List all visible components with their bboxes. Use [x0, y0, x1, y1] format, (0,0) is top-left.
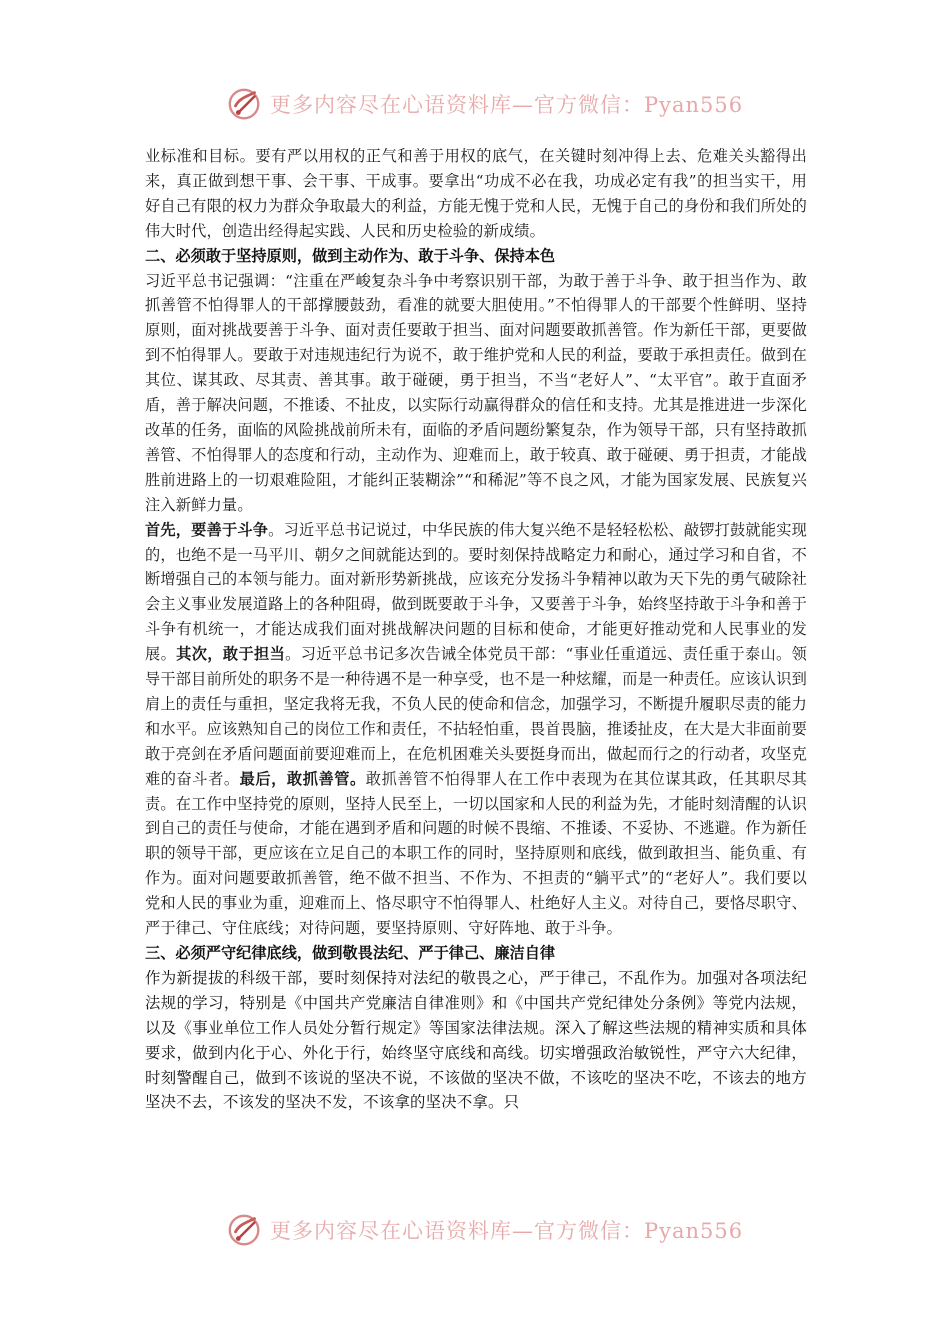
section-heading-2: 二、必须敢于坚持原则，做到主动作为、敢于斗争、保持本色 [145, 246, 556, 265]
paragraph-3-text-c: 敢抓善管不怕得罪人在工作中表现为在其位谋其政，任其职尽其责。在工作中坚持党的原则，坚持人民至上，一切以国家和人民的利益为先，才能时刻清醒的认识到自己的责任与使命，才能在遇到矛盾和问题的时候不畏缩、不推诿、不妥协、不逃避。作为新任职的领导干部，更应该在立足自己的本职工作的同时，坚持原则和底线，做到敢担当、能负重、有作为。面对问题要敢抓善管，绝不做不担当、不作为、不担责的“躺平式”的“老好人”。我们要以党和人民的事业为重，迎难而上、恪尽职守不怕得罪人、杜绝好人主义。对待自己，要恪尽职守、严于律己、守住底线；对待问题，要坚持原则、守好阵地、敢于斗争。 [145, 769, 807, 938]
bold-lead-last: 最后，敢抓善管。 [239, 769, 366, 788]
bold-lead-first: 首先，要善于斗争 [145, 520, 269, 539]
header-banner [226, 82, 746, 126]
paragraph-3-text-a: 。习近平总书记说过，中华民族的伟大复兴绝不是轻轻松松、敲锣打鼓就能实现的，也绝不是一马平川、朝夕之间就能达到的。要时刻保持战略定力和耐心，通过学习和自省，不断增强自己的本领与能力。面对新形势新挑战，应该充分发扬斗争精神以敢为天下先的勇气破除社会主义事业发展道路上的各种阻碍，做到既要敢于斗争，又要善于斗争，始终坚持敢于斗争和善于斗争有机统一，才能达成我们面对挑战解决问题的目标和使命，才能更好推动党和人民事业的发展。 [145, 520, 807, 664]
paragraph-3-text-b: 。习近平总书记多次告诫全体党员干部：“事业任重道远、责任重于泰山。领导干部目前所处的职务不是一种待遇不是一种享受，也不是一种炫耀，而是一种责任。应该认识到肩上的责任与重担，坚定我将无我，不负人民的使命和信念，加强学习，不断提升履职尽责的能力和水平。应该熟知自己的岗位工作和责任，不拈轻怕重，畏首畏脑，推诿扯皮，在大是大非面前要敢于亮剑在矛盾问题面前要迎难而上，在危机困难关头要挺身而出，做起而行之的行动者，攻坚克难的奋斗者。 [145, 645, 808, 788]
paragraph-4: 作为新提拔的科级干部，要时刻保持对法纪的敬畏之心，严于律己，不乱作为。加强对各项法纪法规的学习，特别是《中国共产党廉洁自律准则》和《中国共产党纪律处分条例》等党内法规，以及《事业单位工作人员处分暂行规定》等国家法律法规。深入了解这些法规的精神实质和具体要求，做到内化于心、外化于行，始终坚守底线和高线。切实增强政治敏锐性，严守六大纪律，时刻警醒自己，做到不该说的坚决不说，不该做的坚决不做，不该吃的坚决不吃，不该去的地方坚决不去，不该发的坚决不发，不该拿的坚决不拿。只 [145, 968, 807, 1112]
paragraph-3 [145, 518, 807, 941]
footer-banner [226, 1208, 746, 1252]
bold-lead-second: 其次，敢于担当 [176, 645, 286, 664]
paragraph-1: 业标准和目标。要有严以用权的正气和善于用权的底气，在关键时刻冲得上去、危难关头豁得出来，真正做到想干事、会干事、干成事。要拿出“功成不必在我，功成必定有我”的担当实干，用好自己有限的权力为群众争取最大的利益，方能无愧于党和人民，无愧于自己的身份和我们所处的伟大时代，创造出经得起实践、人民和历史检验的新成绩。 [145, 147, 807, 240]
paragraph-2: 习近平总书记强调：“注重在严峻复杂斗争中考察识别干部，为敢于善于斗争、敢于担当作为、敢抓善管不怕得罪人的干部撑腰鼓劲，看准的就要大胆使用。”不怕得罪人的干部要个性鲜明、坚持原则，面对挑战要善于斗争、面对责任要敢于担当、面对问题要敢抓善管。作为新任干部，更要做到不怕得罪人。要敢于对违规违纪行为说不，敢于维护党和人民的利益，要敢于承担责任。做到在其位、谋其政、尽其责、善其事。敢于碰硬，勇于担当，不当“老好人”、“太平官”。敢于直面矛盾，善于解决问题，不推诿、不扯皮，以实际行动赢得群众的信任和支持。尤其是推进进一步深化改革的任务，面临的风险挑战前所未有，面临的矛盾问题纷繁复杂，作为领导干部，只有坚持敢抓善管、不怕得罪人的态度和行动，主动作为、迎难而上，敢于较真、敢于碰硬、勇于担责，才能战胜前进路上的一切艰难险阻，才能纠正装糊涂”“和稀泥”等不良之风，才能为国家发展、民族复兴注入新鲜力量。 [145, 271, 807, 514]
banner-text: 更多内容尽在心语资料库—官方微信：Pyan556 [270, 93, 744, 117]
logo-icon [226, 85, 264, 123]
banner-text: 更多内容尽在心语资料库—官方微信：Pyan556 [270, 1219, 744, 1243]
logo-icon [226, 1211, 264, 1249]
document-body [145, 144, 807, 1115]
section-heading-3: 三、必须严守纪律底线，做到敬畏法纪、严于律己、廉洁自律 [145, 944, 556, 962]
